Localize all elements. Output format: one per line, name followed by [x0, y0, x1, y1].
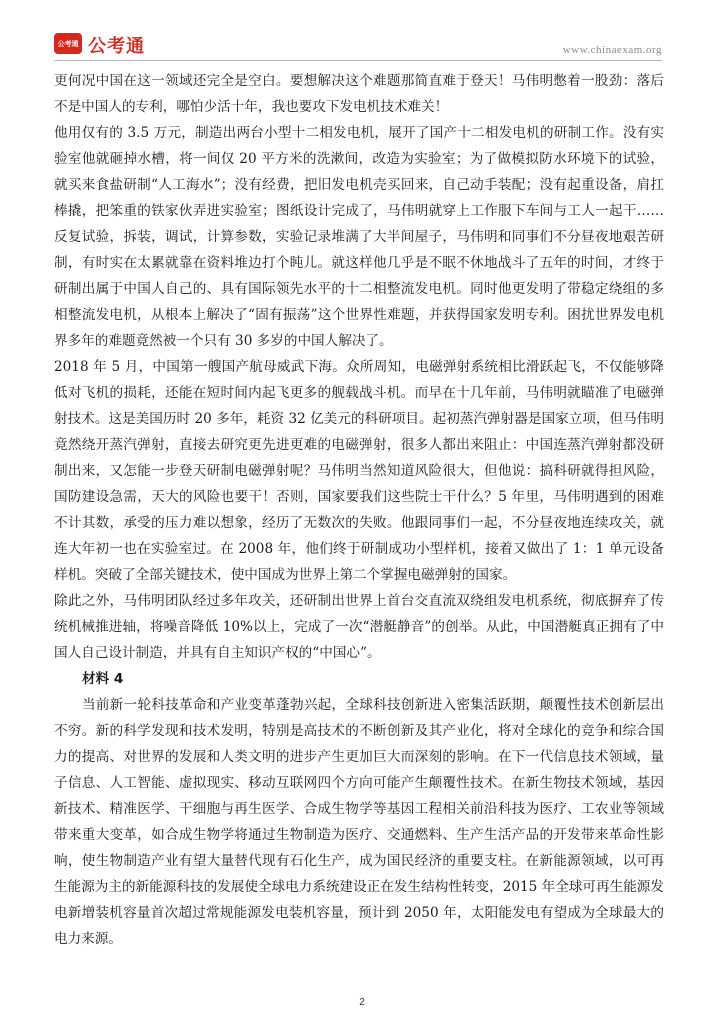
paragraph-1: 更何况中国在这一领域还完全是空白。要想解决这个难题那简直难于登天！马伟明憋着一股劲：落后不是中国人的专利，哪怕少活十年，我也要攻下发电机技术难关！ — [54, 73, 664, 115]
material-paragraph: 当前新一轮科技革命和产业变革蓬勃兴起，全球科技创新进入密集活跃期，颠覆性技术创新层出不穷。新的科学发现和技术发明，特别是高技术的不断创新及其产业化，将对全球化的竞争和综合国力的提高、对世界的发展和人类文明的进步产生更加巨大而深刻的影响。在下一代信息技术领域，量子信息、人工智能、虚拟现实、移动互联网四个方向可能产生颠覆性技术。在新生物技术领域，基因新技术、精准医学、干细胞与再生医学、合成生物学等基因工程相关前沿科技为医疗、工农业等领域带来重大变革，如合成生物学将通过生物制造为医疗、交通燃料、生产生活产品的开发带来革命性影响，使生物制造产业有望大量替代现有石化生产，成为国民经济的重要支柱。在新能源领域，以可再生能源为主的新能源科技的发展使全球电力系统建设正在发生结构性转变，2015 年全球可再生能源发电新增装机容量首次超过常规能源发电装机容量，预计到 2050 年，太阳能发电有望成为全球最大的电力来源。 — [54, 697, 664, 947]
logo-text: 公考通 — [88, 36, 145, 57]
header-divider — [54, 60, 662, 61]
paragraph-3: 2018 年 5 月，中国第一艘国产航母威武下海。众所周知，电磁弹射系统相比滑跃起飞，不仅能够降低对飞机的损耗，还能在短时间内起飞更多的舰载战斗机。而早在十几年前，马伟明就瞄准了电磁弹射技术。这是美国历时 20 多年，耗资 32 亿美元的科研项目。起初蒸汽弹射器是国家立项，但马伟明竟然绕开蒸汽弹射，直接去研究更先进更难的电磁弹射，很多人都出来阻止：中国连蒸汽弹射都没研制出来，又怎能一步登天研制电磁弹射呢？马伟明当然知道风险很大，但他说：搞科研就得担风险，国防建设急需，天大的风险也要干！否则，国家要我们这些院士干什么？5 年里，马伟明遇到的困难不计其数，承受的压力难以想象，经历了无数次的失败。他跟同事们一起，不分昼夜地连续攻关，就连大年初一也在实验室过。在 2008 年，他们终于研制成功小型样机，接着又做出了 1：1 单元设备样机。突破了全部关键技术，使中国成为世界上第二个掌握电磁弹射的国家。 — [54, 359, 664, 583]
site-url: www.chinaexam.org — [562, 44, 662, 56]
logo-badge: 公考通 — [54, 33, 82, 54]
page-number: 2 — [359, 997, 365, 1008]
paragraph-4: 除此之外，马伟明团队经过多年攻关，还研制出世界上首台交直流双绕组发电机系统，彻底摒弃了传统机械推进轴，将噪音降低 10%以上，完成了一次“潜艇静音”的创举。从此，中国潜艇真正拥有了中国人自己设计制造，并具有自主知识产权的“中国心”。 — [54, 593, 664, 661]
page-header — [0, 0, 724, 64]
paragraph-2: 他用仅有的 3.5 万元，制造出两台小型十二相发电机，展开了国产十二相发电机的研制工作。没有实验室他就砸掉水槽，将一间仅 20 平方米的洗漱间，改造为实验室；为了做模拟防水环境下的试验，就买来食盐研制“人工海水”；没有经费，把旧发电机壳买回来，自己动手装配；没有起重设备，肩扛棒撬，把笨重的铁家伙弄进实验室；图纸设计完成了，马伟明就穿上工作服下车间与工人一起干……反复试验，拆装，调试，计算参数，实验记录堆满了大半间屋子，马伟明和同事们不分昼夜地艰苦研制，有时实在太累就靠在资料堆边打个盹儿。就这样他几乎是不眠不休地战斗了五年的时间，才终于研制出属于中国人自己的、具有国际领先水平的十二相整流发电机。同时他更发明了带稳定绕组的多相整流发电机，从根本上解决了“固有振荡”这个世界性难题，并获得国家发明专利。困扰世界发电机界多年的难题竟然被一个只有 30 多岁的中国人解决了。 — [54, 125, 664, 349]
document-body — [54, 68, 664, 952]
material-title: 材料 4 — [82, 671, 124, 687]
